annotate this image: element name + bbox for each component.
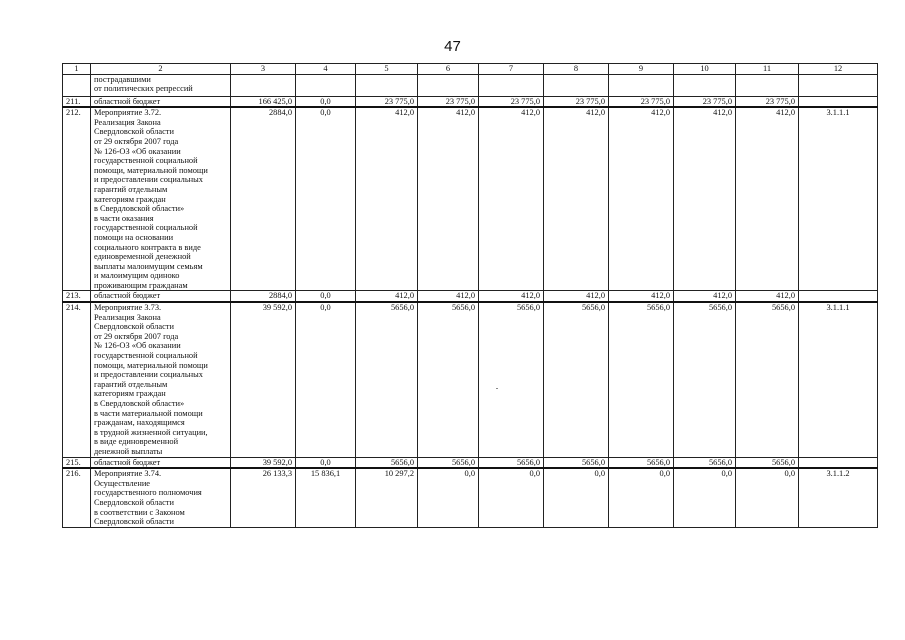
value-cell: 412,0	[736, 291, 799, 302]
row-description: пострадавшими от политических репрессий	[91, 74, 231, 96]
value-cell: 39 592,0	[231, 457, 296, 468]
value-cell	[296, 74, 356, 96]
header-row	[63, 64, 878, 75]
value-cell: 412,0	[674, 107, 736, 291]
column-header: 5	[356, 64, 418, 75]
value-cell: 166 425,0	[231, 96, 296, 107]
value-cell: 412,0	[418, 107, 479, 291]
row-description: областной бюджет	[91, 457, 231, 468]
value-cell	[674, 74, 736, 96]
value-cell: 23 775,0	[544, 96, 609, 107]
value-cell: 5656,0	[736, 302, 799, 457]
value-cell: 0,0	[544, 468, 609, 527]
table-row	[63, 457, 878, 468]
value-cell	[418, 74, 479, 96]
value-cell: 15 836,1	[296, 468, 356, 527]
value-cell: 412,0	[356, 107, 418, 291]
row-number: 211.	[63, 96, 91, 107]
value-cell: 23 775,0	[736, 96, 799, 107]
code-cell: 3.1.1.1	[799, 302, 878, 457]
value-cell: 412,0	[356, 291, 418, 302]
column-header: 9	[609, 64, 674, 75]
table-row	[63, 468, 878, 527]
column-header: 10	[674, 64, 736, 75]
row-number: 212.	[63, 107, 91, 291]
value-cell: 0,0	[296, 96, 356, 107]
value-cell	[356, 74, 418, 96]
column-header: 7	[479, 64, 544, 75]
value-cell: 5656,0	[356, 302, 418, 457]
row-number: 215.	[63, 457, 91, 468]
value-cell: 5656,0	[479, 457, 544, 468]
column-header: 11	[736, 64, 799, 75]
value-cell: 0,0	[296, 457, 356, 468]
column-header: 6	[418, 64, 479, 75]
value-cell	[736, 74, 799, 96]
value-cell: 10 297,2	[356, 468, 418, 527]
value-cell: 0,0	[418, 468, 479, 527]
value-cell: 26 133,3	[231, 468, 296, 527]
value-cell: 412,0	[609, 291, 674, 302]
value-cell: 0,0	[296, 291, 356, 302]
value-cell: 412,0	[418, 291, 479, 302]
value-cell: 23 775,0	[356, 96, 418, 107]
column-header: 4	[296, 64, 356, 75]
value-cell: 23 775,0	[674, 96, 736, 107]
value-cell: 5656,0	[418, 302, 479, 457]
value-cell: 412,0	[479, 291, 544, 302]
row-number	[63, 74, 91, 96]
row-number: 216.	[63, 468, 91, 527]
value-cell: 5656,0	[674, 302, 736, 457]
scan-speck	[496, 388, 498, 389]
code-cell	[799, 291, 878, 302]
value-cell: 412,0	[674, 291, 736, 302]
row-description: областной бюджет	[91, 291, 231, 302]
table-row	[63, 96, 878, 107]
value-cell: 23 775,0	[479, 96, 544, 107]
value-cell: 5656,0	[418, 457, 479, 468]
value-cell: 412,0	[736, 107, 799, 291]
value-cell: 412,0	[544, 107, 609, 291]
table-row	[63, 291, 878, 302]
value-cell: 39 592,0	[231, 302, 296, 457]
value-cell: 5656,0	[479, 302, 544, 457]
value-cell	[544, 74, 609, 96]
row-description: Мероприятие 3.74. Осуществление государственного полномочия Свердловской области в соответствии с Законом Свердловской области	[91, 468, 231, 527]
value-cell: 412,0	[609, 107, 674, 291]
value-cell: 0,0	[479, 468, 544, 527]
value-cell: 5656,0	[544, 302, 609, 457]
page-number: 47	[444, 38, 461, 55]
code-cell: 3.1.1.1	[799, 107, 878, 291]
value-cell: 5656,0	[356, 457, 418, 468]
value-cell: 0,0	[296, 107, 356, 291]
column-header: 3	[231, 64, 296, 75]
value-cell: 2884,0	[231, 107, 296, 291]
value-cell: 5656,0	[736, 457, 799, 468]
value-cell: 412,0	[479, 107, 544, 291]
column-header: 2	[91, 64, 231, 75]
code-cell	[799, 457, 878, 468]
code-cell: 3.1.1.2	[799, 468, 878, 527]
value-cell: 0,0	[674, 468, 736, 527]
value-cell: 412,0	[544, 291, 609, 302]
column-header: 12	[799, 64, 878, 75]
value-cell: 5656,0	[609, 302, 674, 457]
row-number: 214.	[63, 302, 91, 457]
row-description: Мероприятие 3.72. Реализация Закона Свердловской области от 29 октября 2007 года № 126-ОЗ «Об оказании государственной социальной помощи, материальной помощи и предоставлении социальных гарантий отдельным категориям граждан в Свердловской области» в части оказания государственной социальной помощи на основании социального контракта в виде единовременной денежной выплаты малоимущим семьям и малоимущим одиноко проживающим гражданам	[91, 107, 231, 291]
value-cell: 5656,0	[544, 457, 609, 468]
table-row	[63, 74, 878, 96]
value-cell	[231, 74, 296, 96]
value-cell: 2884,0	[231, 291, 296, 302]
value-cell: 5656,0	[674, 457, 736, 468]
value-cell	[479, 74, 544, 96]
code-cell	[799, 96, 878, 107]
value-cell: 23 775,0	[418, 96, 479, 107]
code-cell	[799, 74, 878, 96]
value-cell: 5656,0	[609, 457, 674, 468]
value-cell: 0,0	[736, 468, 799, 527]
table-row	[63, 107, 878, 291]
column-header: 8	[544, 64, 609, 75]
value-cell: 0,0	[296, 302, 356, 457]
value-cell: 23 775,0	[609, 96, 674, 107]
value-cell: 0,0	[609, 468, 674, 527]
row-description: Мероприятие 3.73. Реализация Закона Свердловской области от 29 октября 2007 года № 126-ОЗ «Об оказании государственной социальной помощи, материальной помощи и предоставлении социальных гарантий отдельным категориям граждан в Свердловской области» в части материальной помощи гражданам, находящимся в трудной жизненной ситуации, в виде единовременной денежной выплаты	[91, 302, 231, 457]
row-description: областной бюджет	[91, 96, 231, 107]
value-cell	[609, 74, 674, 96]
table-row	[63, 302, 878, 457]
column-header: 1	[63, 64, 91, 75]
budget-table	[62, 63, 878, 528]
row-number: 213.	[63, 291, 91, 302]
